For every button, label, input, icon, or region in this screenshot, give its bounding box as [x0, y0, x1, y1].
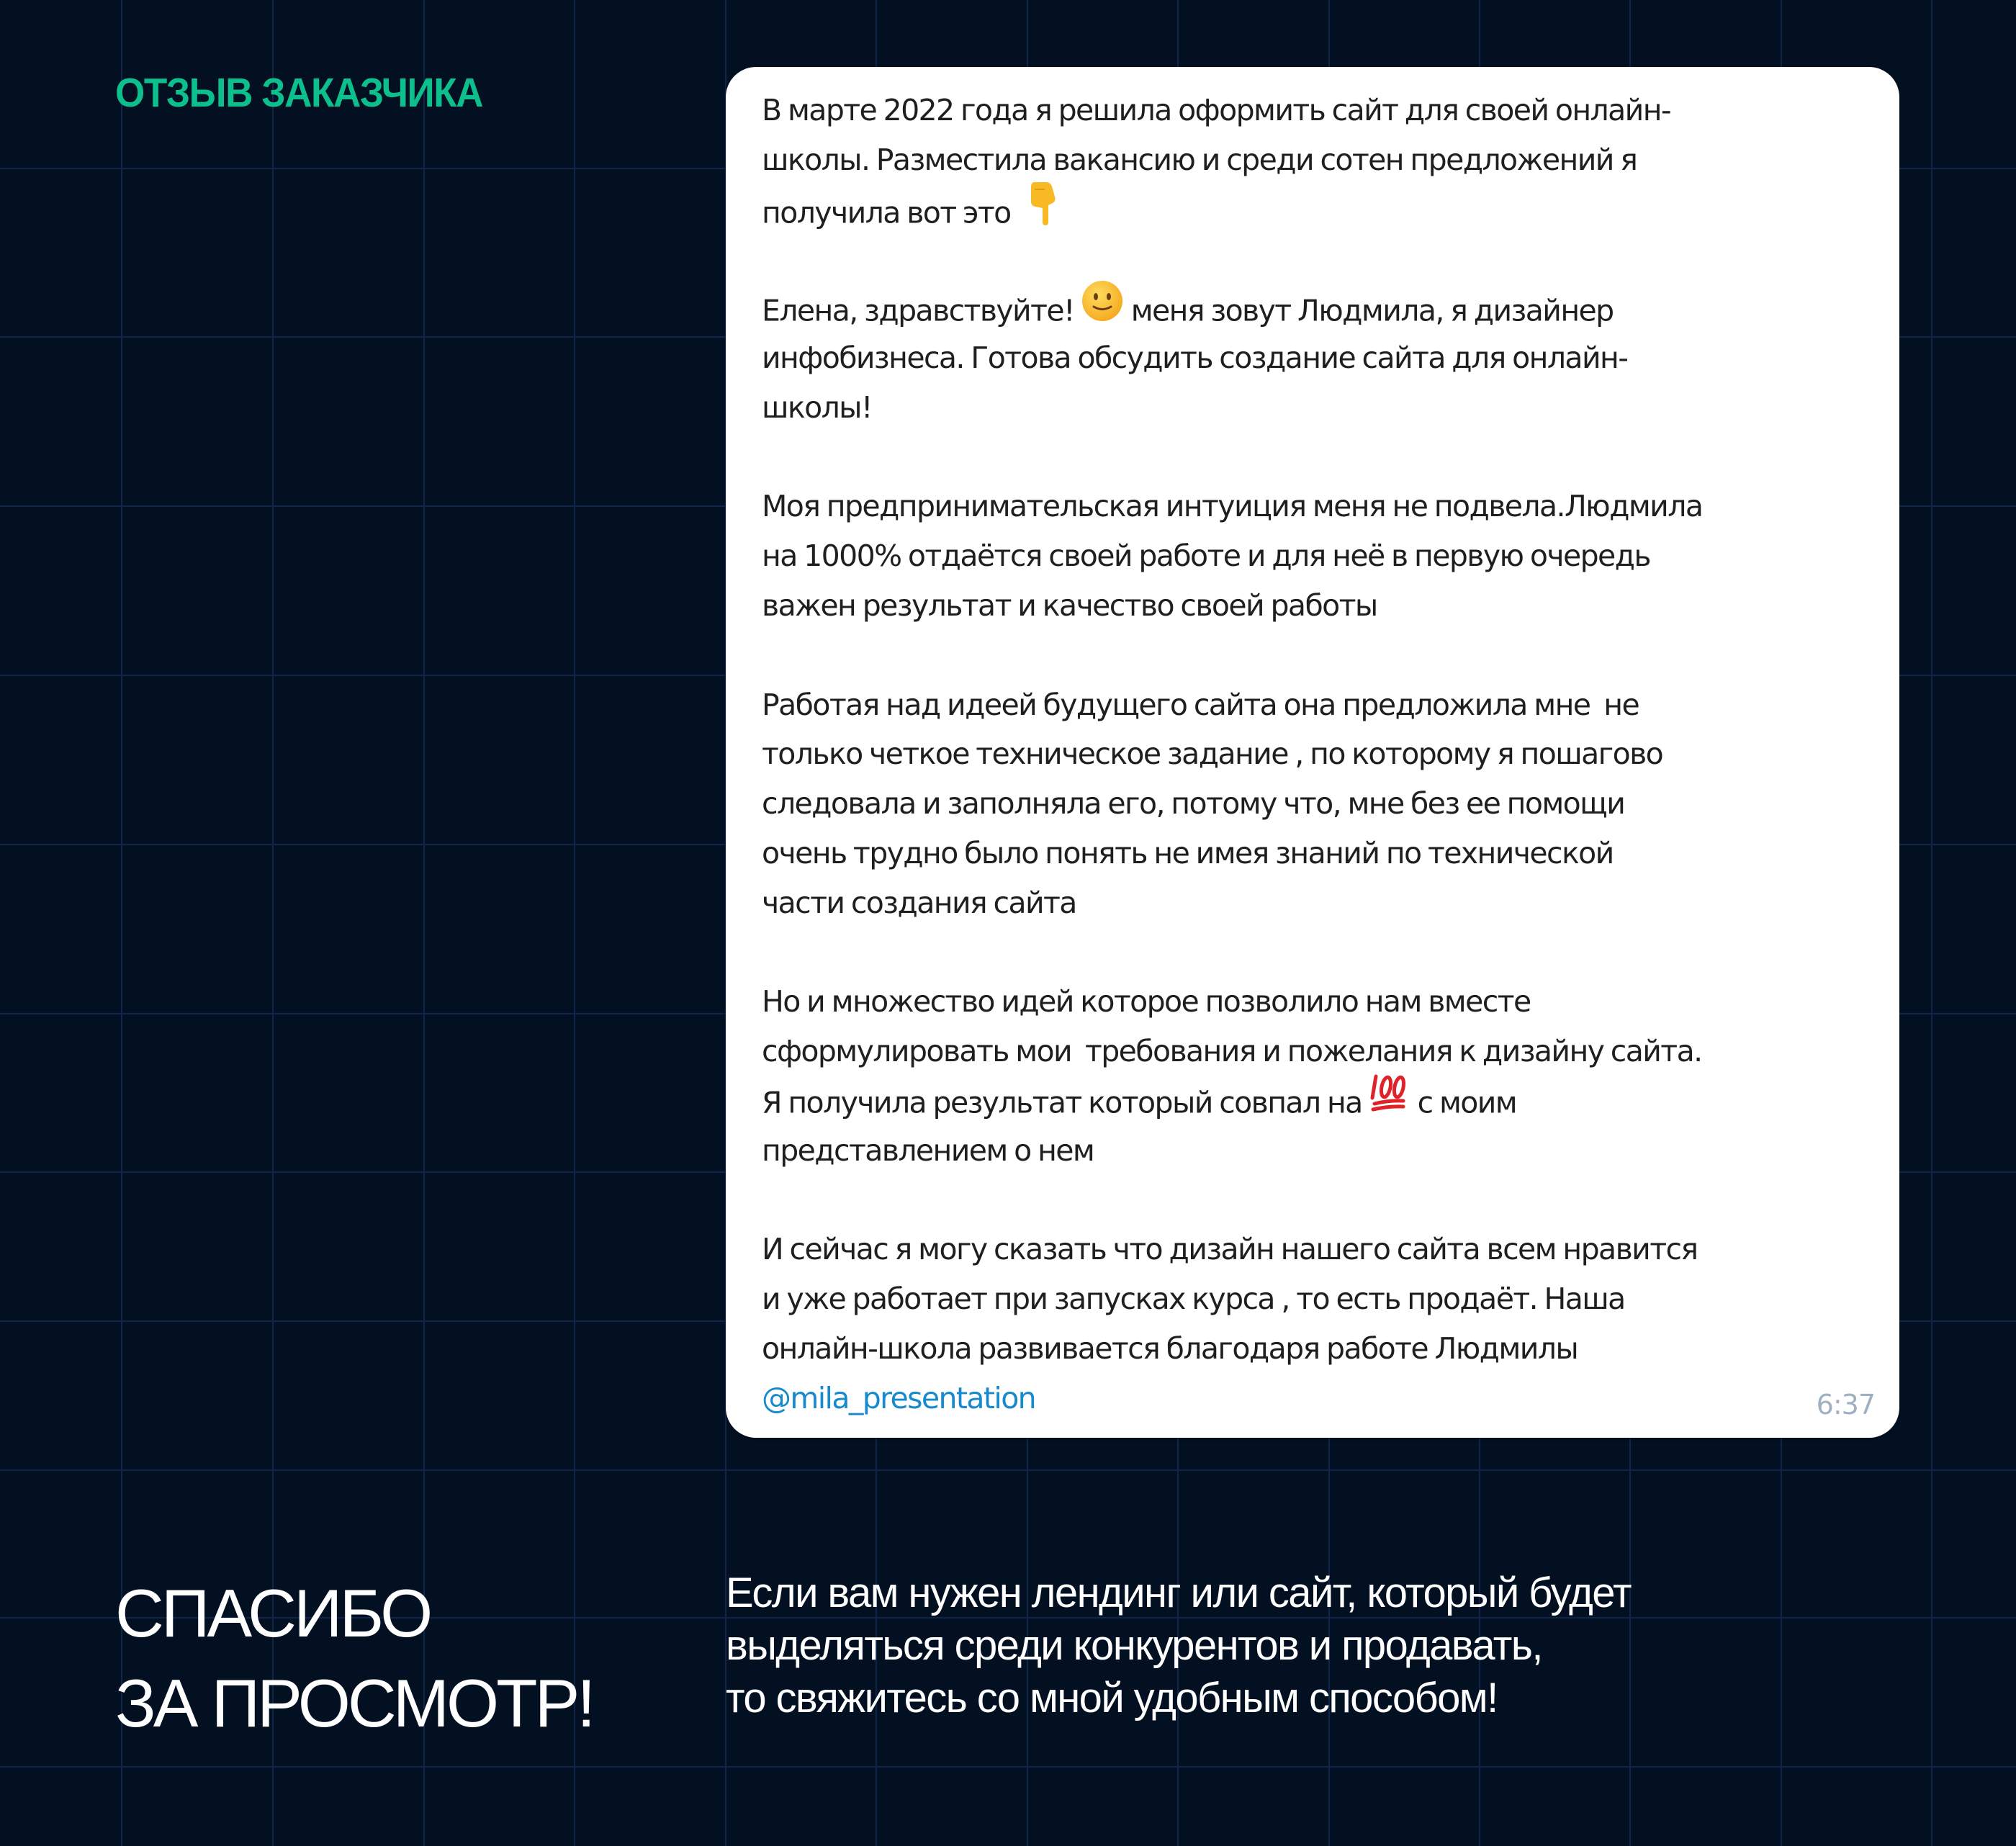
thanks-heading	[115, 1568, 593, 1748]
message-line: онлайн-школа развивается благодаря работе Людмилы	[762, 1331, 1578, 1366]
message-line: следовала и заполняла его, потому что, мне без ее помощи	[762, 786, 1625, 821]
review-message-text	[762, 86, 1885, 1423]
message-line: школы. Разместила вакансию и среди сотен предложений я	[762, 142, 1637, 177]
slightly-smiling-face-icon	[1081, 279, 1124, 338]
section-title: ОТЗЫВ ЗАКАЗЧИКА	[115, 70, 483, 116]
thanks-line: СПАСИБО	[115, 1575, 431, 1651]
message-line: очень трудно было понять не имея знаний по технической	[762, 835, 1614, 870]
message-line: и уже работает при запусках курса , то есть продаёт. Наша	[762, 1282, 1625, 1317]
pointing-down-hand-icon	[1025, 181, 1056, 240]
grid-line	[0, 1469, 2016, 1471]
message-line: Но и множество идей которое позволило нам вместе	[762, 984, 1531, 1019]
message-line: Работая над идеей будущего сайта она предложила мне не	[762, 687, 1639, 722]
message-line: И сейчас я могу сказать что дизайн нашего сайта всем нравится	[762, 1232, 1698, 1267]
review-message-card	[726, 67, 1899, 1438]
cta-line: выделяться среди конкурентов и продавать,	[726, 1622, 1542, 1669]
hundred-points-icon	[1369, 1072, 1410, 1129]
message-timestamp: 6:37	[1816, 1389, 1875, 1420]
mention-link[interactable]: @mila_presentation	[762, 1380, 1036, 1415]
message-line: важен результат и качество своей работы	[762, 587, 1377, 623]
cta-line: Если вам нужен лендинг или сайт, который будет	[726, 1570, 1631, 1616]
message-line: школы!	[762, 390, 872, 425]
cta-line: то свяжитесь со мной удобным способом!	[726, 1675, 1498, 1721]
thanks-line: ЗА ПРОСМОТР!	[115, 1665, 593, 1741]
message-line: представлением о нем	[762, 1133, 1094, 1168]
message-line: только четкое техническое задание , по которому я пошагово	[762, 737, 1663, 772]
message-line: Моя предпринимательская интуиция меня не подвела.Людмила	[762, 489, 1703, 524]
message-line: Елена, здравствуйте! меня зовут Людмила, я дизайнер	[762, 284, 1885, 333]
grid-line	[1931, 0, 1932, 1846]
contact-cta-text	[726, 1567, 1631, 1724]
message-line: части создания сайта	[762, 885, 1076, 920]
message-line: получила вот это	[762, 185, 1885, 235]
message-line: Я получила результат который совпал на с моим	[762, 1076, 1885, 1126]
message-line: на 1000% отдаётся своей работе и для неё в первую очередь	[762, 539, 1650, 574]
message-line: В марте 2022 года я решила оформить сайт для своей онлайн-	[762, 93, 1671, 127]
message-line: инфобизнеса. Готова обсудить создание сайта для онлайн-	[762, 340, 1628, 375]
message-line: сформулировать мои требования и пожелания к дизайну сайта.	[762, 1034, 1702, 1069]
grid-line	[0, 1766, 2016, 1768]
